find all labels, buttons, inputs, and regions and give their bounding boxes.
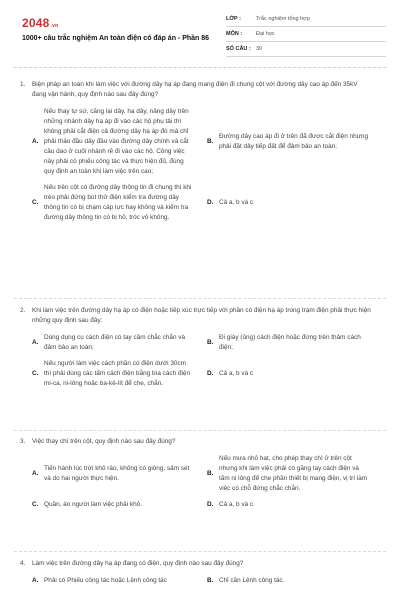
page-title: 1000+ câu trắc nghiệm An toàn điện có đáp án - Phần 86 <box>22 35 210 42</box>
option-letter: B. <box>207 470 214 477</box>
meta-value: Đại học <box>256 31 275 37</box>
option-text: Tiến hành lúc trời khô ráo, không có giông, sấm sét và do hai người thực hiện. <box>44 465 190 482</box>
header-divider <box>14 67 386 68</box>
options-grid <box>32 573 382 589</box>
question-divider <box>14 298 386 299</box>
option-c[interactable] <box>32 356 207 392</box>
option-d[interactable] <box>207 497 382 513</box>
option-a[interactable] <box>32 330 207 356</box>
option-letter: B. <box>207 138 214 145</box>
question-text: Việc thay chì trên cột, quy định nào sau đây đúng? <box>32 438 176 445</box>
question-2 <box>14 306 386 392</box>
option-a[interactable] <box>32 104 207 180</box>
option-text: Nếu mưa nhỏ hạt, cho phép thay chì ở trên cột nhưng khi làm việc phải có găng tay cách điện và tấm ni lông để che phần thiết bị mang điện, vị trí làm việc có chỗ đứng chắc chắn. <box>219 455 368 492</box>
option-text: Cả a, b và c <box>219 199 254 206</box>
meta-label: SỐ CÂU : <box>226 46 251 52</box>
option-d[interactable] <box>207 356 382 392</box>
meta-table <box>226 12 386 57</box>
option-text: Chỉ cần Lệnh công tác. <box>219 577 285 584</box>
option-b[interactable] <box>207 330 382 356</box>
option-text: Cả a, b và c <box>219 501 254 508</box>
option-text: Phải có Phiếu công tác hoặc Lệnh công tác <box>44 577 167 584</box>
option-letter: D. <box>207 501 214 508</box>
logo-suffix: .vn <box>50 23 59 29</box>
question-1 <box>14 80 386 226</box>
option-text: Nếu trên cột có đường dây thông tin đi chung thì khi trèo phải đứng bút thử điện kiểm tra đường dây thông tin có bị chạm cáp lực hay không và kiểm tra đường dây thông tin có bị hỏ, tróc vỏ không. <box>44 184 192 221</box>
meta-value: 30 <box>256 46 263 52</box>
option-text: Đi giày (ủng) cách điện hoặc đứng trên thảm cách điện; <box>219 334 361 351</box>
question-divider <box>14 430 386 431</box>
question-4 <box>14 559 386 589</box>
option-c[interactable] <box>32 180 207 226</box>
option-text: Nếu người làm việc cách phần có điện dưới 30cm thì phải dùng các tấm cách điện bằng bìa cách điện mi-ca, ni-lông hoặc ba-kê-lít để che, chắn. <box>44 360 191 387</box>
option-text: Quần, áo người làm việc phải khô. <box>44 501 142 508</box>
option-letter: C. <box>32 501 39 508</box>
meta-row-count <box>226 42 386 57</box>
option-c[interactable] <box>32 497 207 513</box>
options-grid <box>32 330 382 392</box>
logo-text: 2048 <box>22 16 50 30</box>
option-a[interactable] <box>32 573 207 589</box>
option-letter: D. <box>207 199 214 206</box>
option-letter: B. <box>207 577 214 584</box>
option-text: Dùng dụng cụ cách điện có tay cầm chắc chắn và đảm bảo an toàn; <box>44 334 186 351</box>
option-letter: B. <box>207 339 214 346</box>
meta-row-subject <box>226 27 386 42</box>
header <box>0 0 400 64</box>
question-number: 3. <box>20 438 26 445</box>
meta-label: LỚP : <box>226 16 241 22</box>
option-b[interactable] <box>207 451 382 497</box>
question-number: 1. <box>20 81 26 88</box>
option-letter: D. <box>207 370 214 377</box>
option-b[interactable] <box>207 573 382 589</box>
option-text: Cả a, b và c <box>219 370 254 377</box>
question-divider <box>14 551 386 552</box>
meta-value: Trắc nghiệm tổng hợp <box>256 16 310 22</box>
question-text: Làm việc trên đường dây hạ áp đang có điện, quy định nào sau đây đúng? <box>32 560 244 567</box>
option-text: Nếu thay tự sứ, căng lại dây, hạ dây, nâng dây trên những nhánh dây hạ áp đi vào các hộ phụ tải thì không phải cắt điện cả đường dây hạ áp đó mà chỉ phải tháo đầu dây đầu vào đường dây chính và cắt cầu dao ở cuối nhánh rẽ đi vào các hộ. Công việc này phải có phiếu công tác và thực hiện đủ, đúng quy định an toàn khi làm việc trên cao; <box>44 108 189 175</box>
meta-row-class <box>226 12 386 27</box>
option-letter: A. <box>32 138 39 145</box>
question-number: 4. <box>20 560 26 567</box>
question-text: Biện pháp an toàn khi làm việc với đường dây hạ áp đang mang điện đi chung cột với đường dây cao áp đến 35kV đang vận hành, quy định nào sau đây đúng? <box>32 81 358 98</box>
option-b[interactable] <box>207 104 382 180</box>
meta-label: MÔN : <box>226 31 243 37</box>
question-3 <box>14 437 386 513</box>
option-letter: A. <box>32 470 39 477</box>
option-d[interactable] <box>207 180 382 226</box>
option-letter: C. <box>32 370 39 377</box>
option-letter: A. <box>32 339 39 346</box>
site-logo[interactable] <box>22 16 58 30</box>
options-grid <box>32 451 382 513</box>
option-letter: C. <box>32 199 39 206</box>
option-text: Đường dây cao áp đi ở trên đã được cắt điện nhưng phải đặt dây tiếp đất để đảm bảo an toàn; <box>219 133 369 150</box>
question-number: 2. <box>20 307 26 314</box>
question-text: Khi làm việc trên đường dây hạ áp có điện hoặc tiếp xúc trực tiếp với phần có điện hạ áp trong trạm điện phải thực hiện những quy định sau đây: <box>32 307 371 324</box>
options-grid <box>32 104 382 226</box>
option-a[interactable] <box>32 451 207 497</box>
option-letter: A. <box>32 577 39 584</box>
